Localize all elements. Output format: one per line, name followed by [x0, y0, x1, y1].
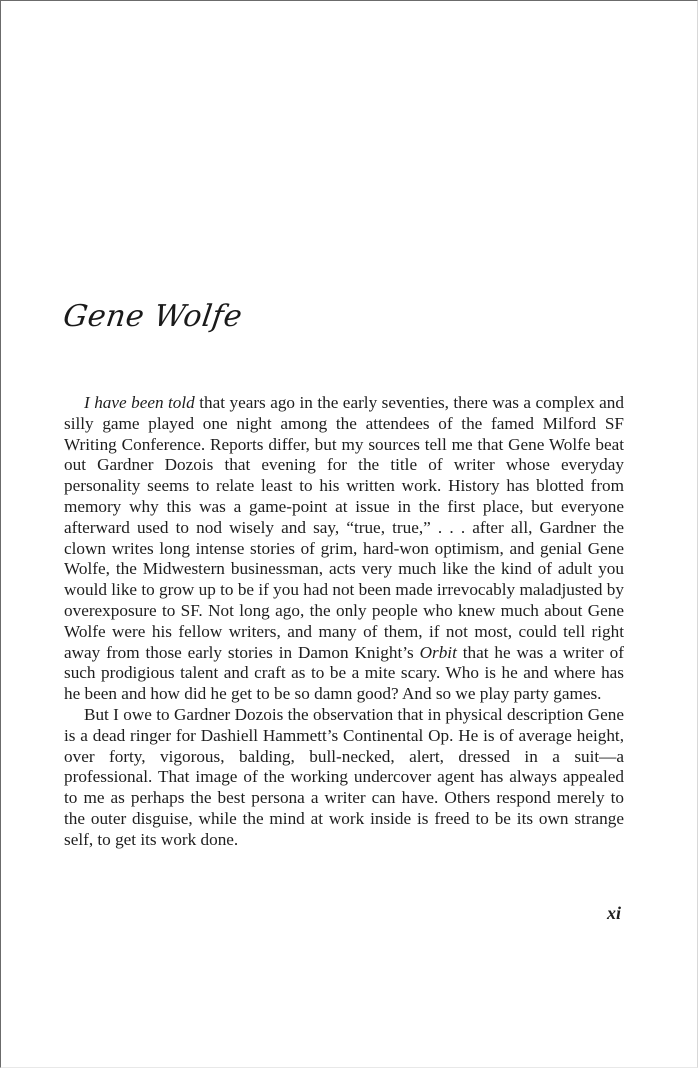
chapter-title: Gene Wolfe: [61, 299, 245, 334]
paragraph-1: [64, 393, 624, 705]
opening-phrase: I have been told: [84, 393, 195, 412]
paragraph-1-text-a: that years ago in the early seventies, there was a complex and silly game played one night among the attendees of the famed Milford SF Writing Conference. Reports differ, but my sources tell me that Gene Wolfe beat out Gardner Dozois that evening for the title of writer whose everyday personality seems to relate least to his written work. History has blotted from memory why this was a game-point at issue in the first place, but everyone afterward used to nod wisely and say, “true, true,” . . . after all, Gardner the clown writes long intense stories of grim, hard-won optimism, and genial Gene Wolfe, the Midwestern businessman, acts very much like the kind of adult you would like to grow up to be if you had not been made irrevocably maladjusted by overexposure to SF. Not long ago, the only people who knew much about Gene Wolfe were his fellow writers, and many of them, if not most, could tell right away from those early stories in Damon Knight’s: [64, 393, 624, 662]
orbit-title: Orbit: [419, 642, 457, 662]
page-number: xi: [606, 903, 621, 923]
body-text: [64, 393, 624, 851]
paragraph-2: But I owe to Gardner Dozois the observation that in physical description Gene is a dead ringer for Dashiell Hammett’s Continental Op. He is of average height, over forty, vigorous, balding, bull-necked, alert, dressed in a suit—a professional. That image of the working undercover agent has always appealed to me as perhaps the best persona a writer can have. Others respond merely to the outer disguise, while the mind at work inside is freed to be its own strange self, to get its work done.: [64, 704, 624, 849]
paragraph-1-text-b: that he was a writer of such prodigious talent and craft as to be a mite scary. Who is he and where has he been and how did he get to be so damn good? And so we play party games.: [64, 642, 624, 704]
